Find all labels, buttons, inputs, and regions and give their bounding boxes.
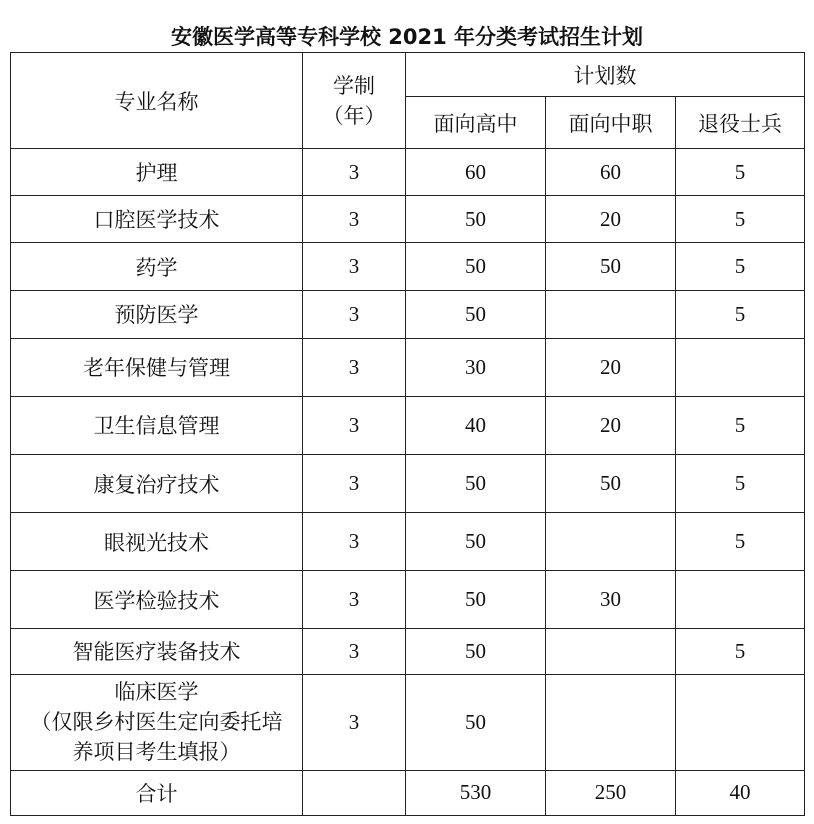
table-row	[11, 454, 805, 512]
table-row-special	[11, 674, 805, 770]
enrollment-plan-table	[10, 52, 805, 816]
duration-value: 3	[303, 674, 406, 770]
high-school-value: 60	[406, 149, 546, 196]
vocational-value: 50	[546, 454, 676, 512]
duration-value: 3	[303, 571, 406, 629]
total-label: 合计	[11, 770, 303, 815]
veterans-value: 5	[676, 290, 805, 338]
veterans-value	[676, 674, 805, 770]
vocational-value	[546, 629, 676, 674]
total-high-school: 530	[406, 770, 546, 815]
total-veterans: 40	[676, 770, 805, 815]
table-row	[11, 290, 805, 338]
veterans-value: 5	[676, 454, 805, 512]
veterans-value: 5	[676, 196, 805, 243]
table-row	[11, 196, 805, 243]
high-school-value: 50	[406, 196, 546, 243]
major-name-line3: 养项目考生填报）	[72, 740, 241, 765]
table-row	[11, 243, 805, 290]
duration-value: 3	[303, 396, 406, 454]
major-name: 康复治疗技术	[11, 454, 303, 512]
total-vocational: 250	[546, 770, 676, 815]
high-school-value: 40	[406, 396, 546, 454]
table-row	[11, 629, 805, 674]
vocational-value: 20	[546, 196, 676, 243]
major-name: 护理	[11, 149, 303, 196]
header-plan-group: 计划数	[406, 53, 805, 97]
page-title: 安徽医学高等专科学校 2021 年分类考试招生计划	[170, 25, 644, 49]
major-name: 卫生信息管理	[11, 396, 303, 454]
header-duration	[303, 53, 406, 149]
veterans-value: 5	[676, 629, 805, 674]
major-name: 智能医疗装备技术	[11, 629, 303, 674]
vocational-value	[546, 290, 676, 338]
duration-value: 3	[303, 513, 406, 571]
vocational-value: 30	[546, 571, 676, 629]
high-school-value: 50	[406, 290, 546, 338]
veterans-value: 5	[676, 513, 805, 571]
total-duration	[303, 770, 406, 815]
vocational-value: 60	[546, 149, 676, 196]
header-major: 专业名称	[11, 53, 303, 149]
high-school-value: 50	[406, 243, 546, 290]
table-row	[11, 149, 805, 196]
high-school-value: 30	[406, 338, 546, 396]
table-row	[11, 396, 805, 454]
total-row	[11, 770, 805, 815]
high-school-value: 50	[406, 629, 546, 674]
veterans-value: 5	[676, 149, 805, 196]
header-veterans: 退役士兵	[676, 97, 805, 149]
vocational-value: 50	[546, 243, 676, 290]
major-name: 口腔医学技术	[11, 196, 303, 243]
veterans-value	[676, 571, 805, 629]
vocational-value: 20	[546, 396, 676, 454]
veterans-value	[676, 338, 805, 396]
vocational-value	[546, 674, 676, 770]
major-name: 医学检验技术	[11, 571, 303, 629]
high-school-value: 50	[406, 513, 546, 571]
major-name: 眼视光技术	[11, 513, 303, 571]
duration-value: 3	[303, 243, 406, 290]
header-duration-line1: 学制	[333, 73, 375, 98]
table-row	[11, 338, 805, 396]
major-name-line2: （仅限乡村医生定向委托培	[30, 710, 283, 735]
major-name-special	[11, 674, 303, 770]
table-row	[11, 571, 805, 629]
header-vocational: 面向中职	[546, 97, 676, 149]
duration-value: 3	[303, 629, 406, 674]
high-school-value: 50	[406, 454, 546, 512]
veterans-value: 5	[676, 396, 805, 454]
duration-value: 3	[303, 149, 406, 196]
duration-value: 3	[303, 338, 406, 396]
high-school-value: 50	[406, 674, 546, 770]
header-duration-line2: （年）	[322, 103, 386, 128]
major-name: 老年保健与管理	[11, 338, 303, 396]
duration-value: 3	[303, 290, 406, 338]
major-name: 预防医学	[11, 290, 303, 338]
header-row-top	[11, 53, 805, 97]
duration-value: 3	[303, 454, 406, 512]
header-high-school: 面向高中	[406, 97, 546, 149]
veterans-value: 5	[676, 243, 805, 290]
major-name-line1: 临床医学	[114, 680, 199, 705]
duration-value: 3	[303, 196, 406, 243]
major-name: 药学	[11, 243, 303, 290]
table-row	[11, 513, 805, 571]
vocational-value	[546, 513, 676, 571]
vocational-value: 20	[546, 338, 676, 396]
high-school-value: 50	[406, 571, 546, 629]
